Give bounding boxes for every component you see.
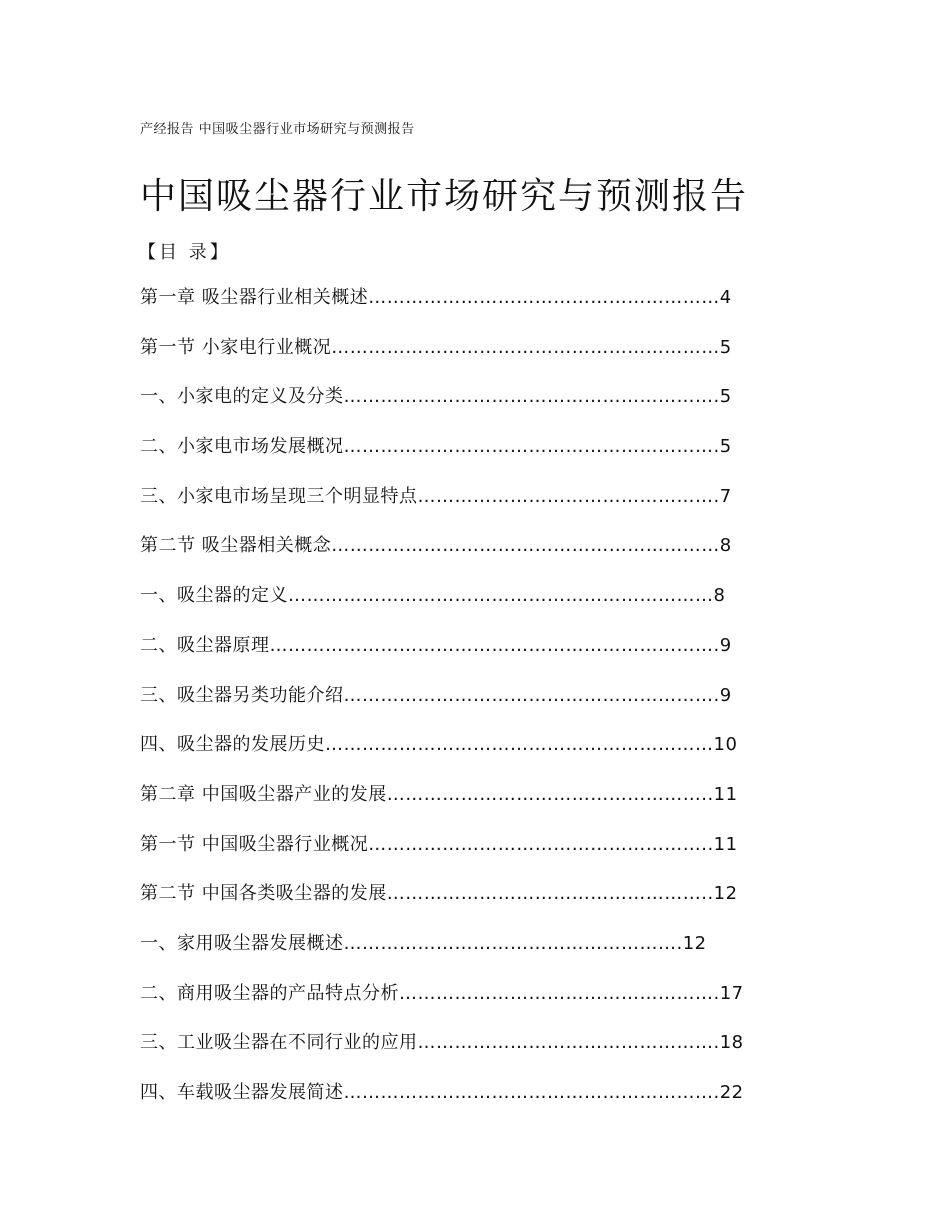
toc-entry: 第二节 吸尘器相关概念………………………………………………………8 [140, 535, 732, 557]
toc-entry: 四、车载吸尘器发展简述…………………………………………………….22 [140, 1082, 744, 1103]
toc-entry: 三、工业吸尘器在不同行业的应用………………………………………….18 [140, 1032, 744, 1054]
toc-entry: 二、吸尘器原理……………………………………………………………….9 [140, 634, 732, 656]
toc-entry: 一、吸尘器的定义……………………………………………………………8 [140, 585, 726, 607]
toc-entry: 第一节 中国吸尘器行业概况………………………………………………..11 [140, 833, 738, 855]
document-title: 中国吸尘器行业市场研究与预测报告 [140, 176, 749, 217]
toc-heading: 【目 录】 [138, 242, 231, 263]
page-header: 产经报告 中国吸尘器行业市场研究与预测报告 [140, 122, 415, 137]
toc-entry: 第二节 中国各类吸尘器的发展……………………………………………..12 [140, 883, 738, 905]
toc-entry: 四、吸尘器的发展历史………………………………………………………10 [140, 734, 738, 756]
toc-entry: 二、小家电市场发展概况…………………………………………………….5 [140, 436, 732, 458]
toc-entry: 第一节 小家电行业概况………………………………………………………5 [140, 336, 732, 358]
toc-entry: 第二章 中国吸尘器产业的发展……………………………………………..11 [140, 783, 738, 805]
toc-entry: 一、小家电的定义及分类…………………………………………………….5 [140, 386, 732, 408]
toc-entry: 二、商用吸尘器的产品特点分析…………………………………………….17 [140, 982, 744, 1004]
toc-entry: 三、小家电市场呈现三个明显特点………………………………………….7 [140, 485, 732, 507]
toc-entry: 一、家用吸尘器发展概述……………………………………………….12 [140, 932, 707, 954]
toc-entry: 三、吸尘器另类功能介绍…………………………………………………….9 [140, 684, 732, 706]
toc-entry: 第一章 吸尘器行业相关概述…………………………………………………4 [140, 287, 732, 308]
table-of-contents [140, 284, 840, 1129]
